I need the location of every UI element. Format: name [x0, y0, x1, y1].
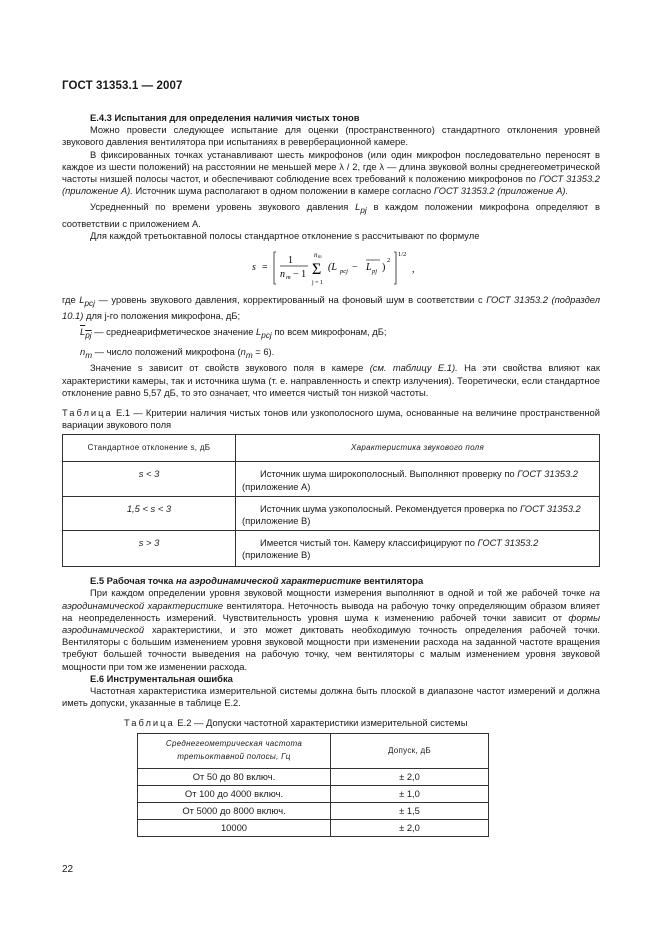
formula-den-sub: m	[286, 273, 291, 281]
table1-cell-key: 1,5 < s < 3	[63, 496, 236, 530]
table2-cell-tol: ± 2,0	[331, 768, 489, 785]
table1-cell-desc: Имеется чистый тон. Камеру классифицируют по ГОСТ 31353.2 (приложение В)	[236, 531, 600, 567]
formula-sum-top: n	[314, 250, 318, 259]
table2-cell-tol: ± 1,5	[331, 803, 489, 820]
table2-header-tol: Допуск, дБ	[331, 733, 489, 768]
formula-bar: L	[366, 261, 372, 273]
std-deviation-formula	[62, 248, 600, 288]
formula-sum-bottom: j = 1	[312, 279, 324, 286]
e5-paragraph-1: При каждом определении уровня звуковой мощности измерения выполняют в одной и той же рабочей точке на аэродинамической характеристике вентилятора. Неточность вывода на рабочую точку определяющим образом влияет на неопределенность измерений. Чувствительность уровня шума к изменению рабочей точки зависит от формы аэродинамической характеристики, и это может диктовать необходимую точность определения рабочей точки. Вентиляторы с большим изменением уровня звуковой мощности при изменении расхода на заданной частоте вращения требуют большей точности выведения на рабочую точку, чем вентиляторы с малым изменением уровня звуковой мощности при том же изменении расхода.	[62, 587, 600, 672]
table-e2	[137, 733, 489, 838]
page-number: 22	[62, 864, 74, 875]
table1-header-field: Характеристика звукового поля	[236, 435, 600, 462]
table2-cell-freq: От 100 до 4000 включ.	[138, 785, 331, 802]
section-e43-title: E.4.3 Испытания для определения наличия чистых тонов	[90, 112, 360, 123]
table2-cell-freq: 10000	[138, 820, 331, 837]
formula-dot: ,	[412, 263, 415, 275]
formula-num: 1	[288, 254, 293, 266]
formula-den: n	[280, 268, 285, 280]
table1-caption: Таблица Е.1 — Критерии наличия чистых тонов или узкополосного шума, основанные на величине пространственной вариации звукового поля	[62, 406, 600, 431]
table-row	[63, 462, 600, 496]
e43-paragraph-4: Для каждой третьоктавной полосы стандартное отклонение s рассчитывают по формуле	[90, 229, 480, 241]
section-e5-title: Е.5 Рабочая точка на аэродинамической характеристике вентилятора	[90, 575, 424, 587]
formula-s: s	[252, 261, 256, 273]
table1-cell-desc: Источник шума узкополосный. Рекомендуется проверка по ГОСТ 31353.2 (приложение В)	[236, 496, 600, 530]
section-e6-title: Е.6 Инструментальная ошибка	[90, 672, 233, 684]
e43-paragraph-5: Значение s зависит от свойств звукового поля в камере (см. таблицу Е.1). На эти свойства влияют как характеристики камеры, так и источника шума (т. е. направленность и спектр излучения). Теоретически, если стандартное отклонение равно 5,57 дБ, то это означает, что имеется чистый тон низкой частоты.	[62, 362, 600, 398]
formula-den-minus: − 1	[293, 268, 307, 280]
formula-sq: 2	[387, 256, 391, 264]
formula-body: (L	[328, 261, 337, 273]
e6-paragraph-1: Частотная характеристика измерительной системы должна быть плоской в диапазоне частот измерений и должна иметь допуски, указанные в таблице Е.2.	[62, 685, 600, 709]
e43-paragraph-3: Усредненный по времени уровень звукового давления $L_{pj}$ в каждом положении микрофона определяют в соответствии с приложением А.	[62, 201, 600, 229]
table-row	[63, 531, 600, 567]
table2-cell-tol: ± 1,0	[331, 785, 489, 802]
table2-cell-freq: От 50 до 80 включ.	[138, 768, 331, 785]
formula-minus: −	[352, 261, 358, 273]
table-row	[138, 820, 489, 837]
formula-body-sub: pcj	[340, 267, 348, 275]
formula-bar-sub: pj	[372, 267, 378, 275]
definition-nm: $n_m$ — число положений микрофона $(n_m = 6)$.	[80, 346, 275, 361]
formula-close: )	[382, 261, 386, 273]
e43-paragraph-2: В фиксированных точках устанавливают шесть микрофонов (или один микрофон последовательно переносят в каждое из шести положений) на расстоянии не меньшей мере λ / 2, где λ — длина звуковой волны среднегеометрической частоты низшей полосы частот, и обеспечивают соблюдение всех требований к положению микрофонов по ГОСТ 31353.2 (приложение А). Источник шума располагают в одном положении в камере согласно ГОСТ 31353.2 (приложение А).	[62, 148, 600, 197]
formula-eq: =	[262, 261, 268, 273]
document-header: ГОСТ 31353.1 — 2007	[62, 80, 183, 92]
table2-caption: Таблица Е.2 — Допуски частотной характеристики измерительной системы	[124, 717, 468, 729]
table-e1	[62, 434, 600, 567]
formula-sigma: Σ	[312, 260, 322, 278]
table-row	[138, 803, 489, 820]
definition-lpcj: где $L_{pcj}$ — уровень звукового давления, корректированный на фоновый шум в соответствии с ГОСТ 31353.2 (подраздел 10.1) для j-го положения микрофона, дБ;	[62, 293, 600, 321]
table1-cell-key: s < 3	[63, 462, 236, 496]
table1-header-std: Стандартное отклонение s, дБ	[63, 435, 236, 462]
table1-cell-key: s > 3	[63, 531, 236, 567]
table-row	[138, 768, 489, 785]
definition-lpj-mean: $\overline{L}_{\overline{pj}}$ — среднеарифметическое значение $L_{pcj}$ по всем микрофонам, дБ;	[80, 326, 387, 341]
table-row	[138, 785, 489, 802]
table1-cell-desc: Источник шума широкополосный. Выполняют проверку по ГОСТ 31353.2 (приложение А)	[236, 462, 600, 496]
table2-header-freq: Среднегеометрическая частота третьоктавной полосы, Гц	[138, 733, 331, 768]
formula-sum-top-sub: m	[318, 254, 322, 260]
formula-power: 1/2	[398, 250, 407, 258]
table2-cell-freq: От 5000 до 8000 включ.	[138, 803, 331, 820]
table2-cell-tol: ± 2,0	[331, 820, 489, 837]
table-row	[63, 496, 600, 530]
e43-paragraph-1: Можно провести следующее испытание для оценки (пространственного) стандартного отклонения уровней звукового давления вентилятора при испытаниях в реверберационной камере.	[62, 124, 600, 148]
page-content	[62, 112, 600, 837]
